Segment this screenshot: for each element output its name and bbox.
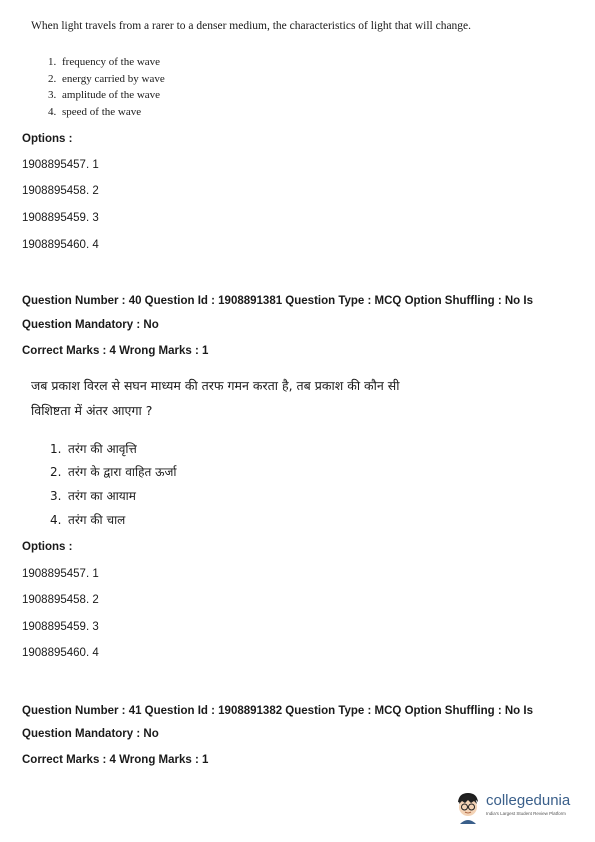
q39-question-text: When light travels from a rarer to a denser medium, the characteristics of light that will change. <box>31 20 472 32</box>
q41-header-line3: Correct Marks : 4 Wrong Marks : 1 <box>22 754 209 766</box>
q40-header-line3: Correct Marks : 4 Wrong Marks : 1 <box>22 345 209 357</box>
q41-header-line2: Question Mandatory : No <box>22 728 159 740</box>
logo-wordmark: collegedunia <box>486 792 571 809</box>
q40-hindi-question-line2: विशिष्टता में अंतर आएगा ? <box>31 403 153 418</box>
q40-item-3: 3. तरंग का आयाम <box>50 489 136 503</box>
list-item: 2. energy carried by wave <box>48 72 165 85</box>
q39-option-3: 1908895459. 3 <box>22 212 99 224</box>
q40-item-2: 2. तरंग के द्वारा वाहित ऊर्जा <box>50 465 177 479</box>
q39-option-4: 1908895460. 4 <box>22 239 99 251</box>
q41-header-line1: Question Number : 41 Question Id : 1908891382 Question Type : MCQ Option Shuffling : No Is <box>22 705 533 717</box>
list-item: 1. frequency of the wave <box>48 56 161 68</box>
q40-options-label: Options : <box>22 541 73 553</box>
q40-option-4: 1908895460. 4 <box>22 647 99 659</box>
q40-option-3: 1908895459. 3 <box>22 621 99 633</box>
logo-tagline: India's Largest Student Review Platform <box>486 811 566 816</box>
q39-options-label: Options : <box>22 133 73 145</box>
list-item: 3. amplitude of the wave <box>48 89 161 101</box>
q39-item-list <box>48 54 165 120</box>
q39-option-2: 1908895458. 2 <box>22 185 99 197</box>
q40-item-4: 4. तरंग की चाल <box>50 513 126 527</box>
list-item: 4. speed of the wave <box>48 105 142 118</box>
q40-header-line2: Question Mandatory : No <box>22 319 159 331</box>
q40-item-1: 1. तरंग की आवृत्ति <box>50 442 137 456</box>
collegedunia-logo <box>453 790 578 824</box>
q40-option-2: 1908895458. 2 <box>22 594 99 606</box>
q40-option-1: 1908895457. 1 <box>22 568 99 580</box>
q40-hindi-question-line1: जब प्रकाश विरल से सघन माध्यम की तरफ गमन करता है, तब प्रकाश की कौन सी <box>31 378 400 393</box>
q40-header-line1: Question Number : 40 Question Id : 1908891381 Question Type : MCQ Option Shuffling : No Is <box>22 295 533 307</box>
student-mascot-icon <box>453 790 483 824</box>
q39-option-1: 1908895457. 1 <box>22 159 99 171</box>
